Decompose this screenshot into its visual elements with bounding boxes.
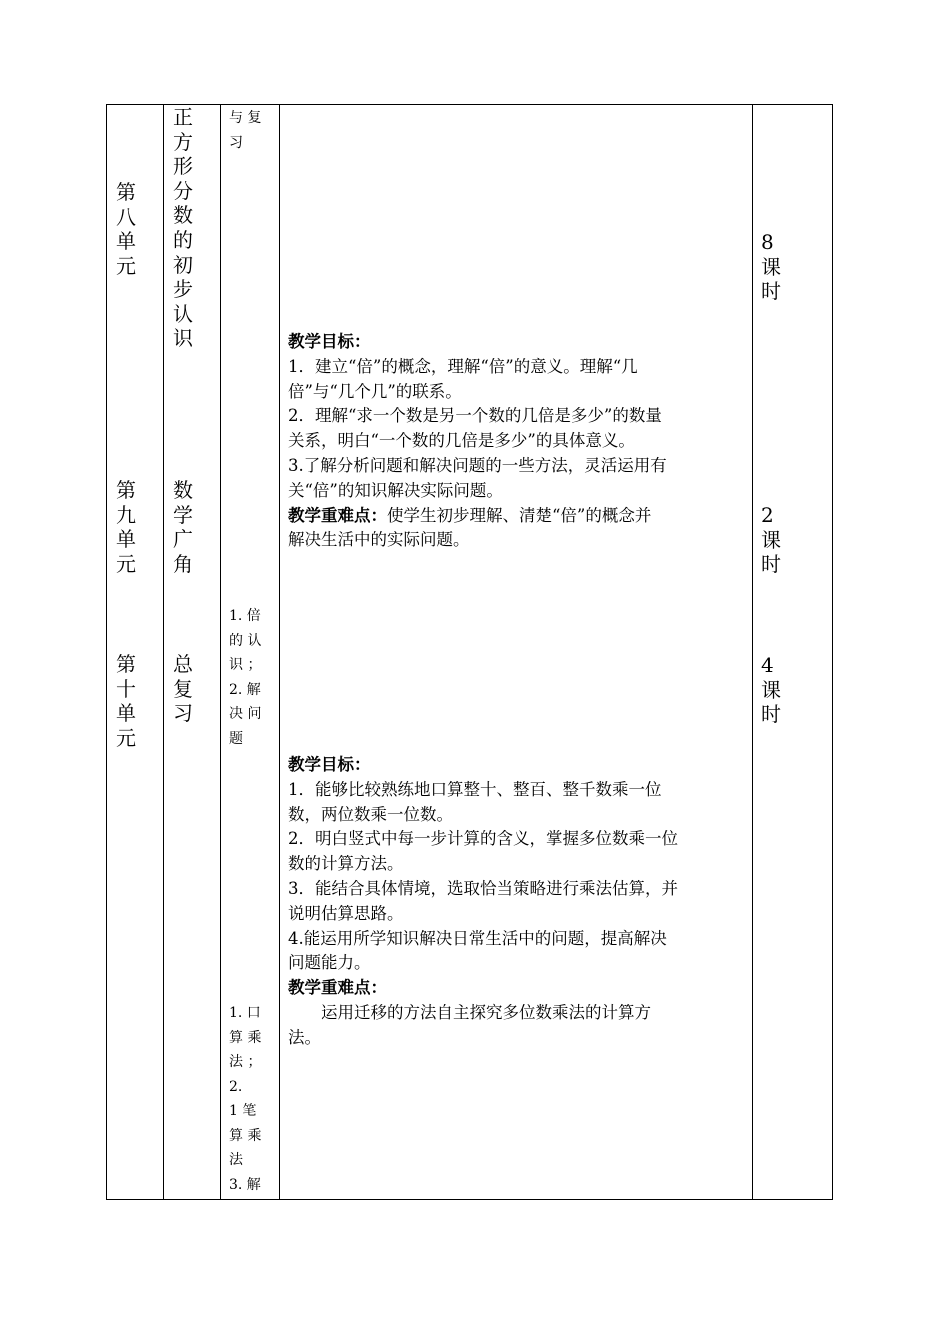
objective-line: 说明估算思路。 [288,903,404,923]
objective-line: 关“倍”的知识解决实际问题。 [288,480,503,500]
key-points-text: 使学生初步理解、清楚“倍”的概念并 [387,505,652,525]
lesson-item: 识 ； [229,657,262,673]
lesson-item: 与 复 [229,110,262,126]
unit-label-8: 第八单元 [116,180,136,278]
objectives-heading: 教学目标： [288,755,371,774]
lesson-item: 2. 解 [229,681,261,698]
lesson-item: 习 [229,134,243,151]
objective-line: 3．能结合具体情境，选取恰当策略进行乘法估算，并 [288,878,678,898]
key-points-label: 教学重难点： [288,978,387,998]
lesson-item: 2. [229,1078,243,1095]
unit-label-10: 第十单元 [116,652,136,750]
key-points-text: 解决生活中的实际问题。 [288,530,470,550]
lesson-item: 1 笔 [229,1103,257,1119]
column-divider [279,104,280,1200]
lesson-item: 3. 解 [229,1176,261,1193]
objective-line: 数的计算方法。 [288,854,404,874]
objectives-heading: 教学目标： [288,332,371,351]
column-divider [220,104,221,1200]
class-hours-8: 8 课 时 [761,230,781,303]
class-hours-10: 4 课 时 [761,653,781,726]
key-points-label: 教学重难点： [288,505,387,525]
objective-line: 2．理解“求一个数是另一个数的几倍是多少”的数量 [288,406,662,426]
lesson-item: 算 乘 [229,1127,262,1144]
key-points-line [288,504,748,529]
objective-line: 问题能力。 [288,953,371,973]
objective-line: 1．能够比较熟练地口算整十、整百、整千数乘一位 [288,779,662,799]
key-points-text: 运用迁移的方法自主探究多位数乘法的计算方 [321,1002,651,1022]
key-points-text: 法。 [288,1027,321,1047]
lesson-item: 1. 倍 [229,608,261,624]
topic-label-10: 总复习 [173,652,193,726]
lesson-items-top [229,106,279,155]
objective-line: 倍”与“几个几”的联系。 [288,381,462,401]
objective-line: 3.了解分析问题和解决问题的一些方法，灵活运用有 [288,455,667,475]
column-divider [163,104,164,1200]
objective-line: 数，两位数乘一位数。 [288,804,453,824]
lesson-item: 算 乘 [229,1029,262,1046]
topic-label-8: 正方形分数的初步认识 [173,105,193,351]
lesson-items-mid [229,604,279,751]
unit-label-9: 第九单元 [116,478,136,576]
objective-line: 关系，明白“一个数的几倍是多少”的具体意义。 [288,431,635,451]
column-divider [752,104,753,1200]
objective-line: 2．明白竖式中每一步计算的含义，掌握多位数乘一位 [288,829,678,849]
lesson-item: 的 认 [229,632,262,649]
teaching-block-1 [288,330,748,553]
lesson-item: 法 [229,1152,243,1168]
objective-line: 4.能运用所学知识解决日常生活中的问题，提高解决 [288,928,667,948]
lesson-item: 法 ； [229,1054,262,1070]
objective-line: 1．建立“倍”的概念，理解“倍”的意义。理解“几 [288,356,638,376]
lesson-items-bottom [229,1001,279,1197]
class-hours-9: 2 课 时 [761,503,781,576]
lesson-item: 1. 口 [229,1005,261,1021]
lesson-item: 决 问 [229,706,262,722]
teaching-block-2 [288,753,748,1051]
lesson-item: 题 [229,730,243,747]
topic-label-9: 数学广角 [173,478,193,576]
